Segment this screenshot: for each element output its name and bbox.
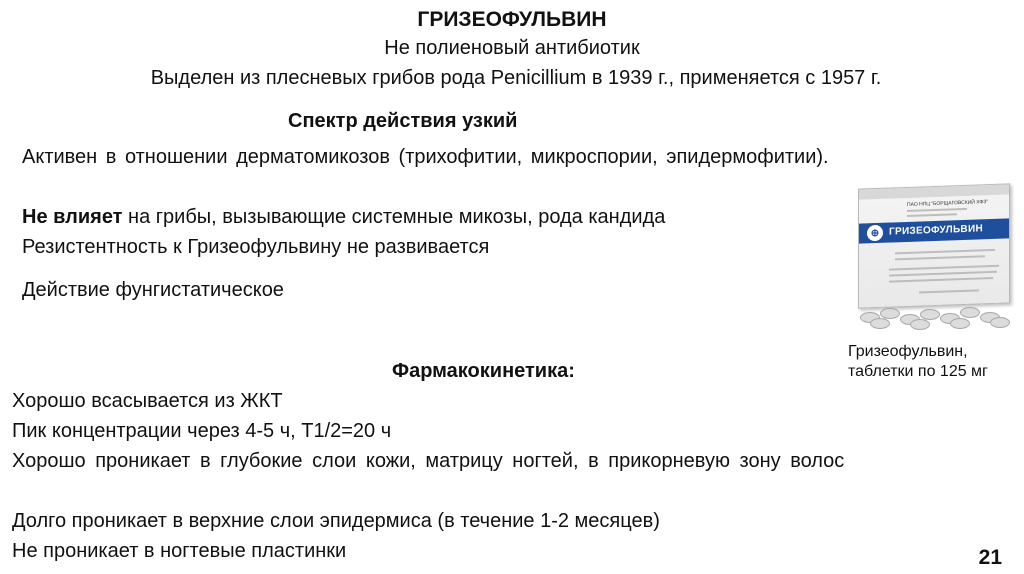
caption-line2: таблетки по 125 мг xyxy=(848,363,988,380)
product-image xyxy=(858,186,1016,330)
pk-item: Хорошо всасывается из ЖКТ xyxy=(12,390,283,412)
pk-item: Пик концентрации через 4-5 ч, T1/2=20 ч xyxy=(12,420,392,442)
pk-item: Долго проникает в верхние слои эпидермиса (в течение 1-2 месяцев) xyxy=(12,510,660,532)
pharmacokinetics-heading: Фармакокинетика: xyxy=(392,360,575,382)
caption-line1: Гризеофульвин, xyxy=(848,343,968,360)
no-effect-bold: Не влияет xyxy=(22,206,123,228)
tablets xyxy=(858,298,1016,328)
pk-item: Не проникает в ногтевые пластинки xyxy=(12,540,347,562)
action-paragraph: Действие фунгистатическое xyxy=(22,279,284,301)
slide-title: ГРИЗЕОФУЛЬВИН xyxy=(417,8,607,31)
no-effect-rest: на грибы, вызывающие системные микозы, рода кандида xyxy=(122,206,666,228)
activity-paragraph: Активен в отношении дерматомикозов (трихофитии, микроспории, эпидермофитии). xyxy=(22,146,829,168)
box-drug-name: ГРИЗЕОФУЛЬВИН xyxy=(889,223,983,238)
manufacturer-text: ПАО НПЦ "БОРЩАГОВСКИЙ ХФЗ" xyxy=(907,199,988,208)
no-effect-paragraph xyxy=(22,203,665,232)
page-number: 21 xyxy=(978,546,1002,569)
subtitle-antibiotic: Не полиеновый антибиотик xyxy=(384,37,640,59)
resistance-paragraph: Резистентность к Гризеофульвину не развивается xyxy=(22,236,490,258)
medicine-box xyxy=(858,183,1010,308)
subtitle-origin: Выделен из плесневых грибов рода Penicillium в 1939 г., применяется с 1957 г. xyxy=(150,67,882,89)
logo-icon: ⊕ xyxy=(865,223,885,244)
image-caption xyxy=(848,342,988,382)
spectrum-heading: Спектр действия узкий xyxy=(288,110,518,132)
pk-item: Хорошо проникает в глубокие слои кожи, матрицу ногтей, в прикорневую зону волос xyxy=(12,450,845,472)
